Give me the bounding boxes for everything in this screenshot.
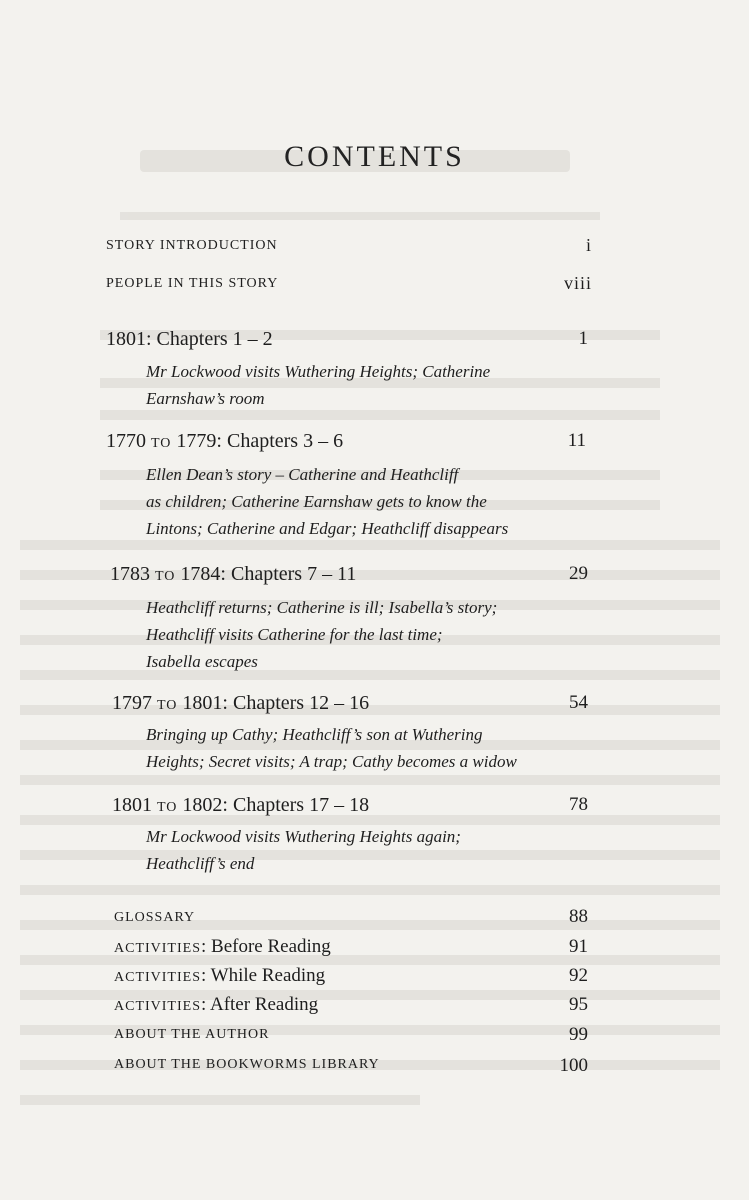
toc-chapter-heading <box>110 563 356 586</box>
toc-page-number: viii <box>563 273 592 293</box>
desc-line: Bringing up Cathy; Heathcliff’s son at Wuthering <box>146 725 483 744</box>
desc-line: Heathcliff visits Catherine for the last time; <box>146 625 443 644</box>
year-separator: TO <box>155 569 176 584</box>
chapter-range: : Chapters 1 – 2 <box>146 328 273 350</box>
toc-page-number: 78 <box>569 794 588 815</box>
toc-page-number: 99 <box>569 1024 588 1045</box>
year-start: 1797 <box>112 692 152 714</box>
year-end: 1801 <box>182 692 223 714</box>
year-end: 1779 <box>176 430 217 452</box>
chapter-range: : Chapters 3 – 6 <box>216 430 344 452</box>
year-start: 1783 <box>110 563 150 585</box>
chapter-range: : Chapters 17 – 18 <box>222 794 370 816</box>
toc-chapter-description <box>146 461 566 542</box>
toc-label: ABOUT THE BOOKWORMS LIBRARY <box>114 1057 380 1072</box>
year-end: 1802 <box>182 794 223 816</box>
toc-label: GLOSSARY <box>114 910 196 925</box>
toc-label-wrap <box>114 994 318 1016</box>
toc-label-suffix: : Before Reading <box>201 936 331 957</box>
toc-page-number: 29 <box>569 563 588 584</box>
toc-page-number: i <box>585 235 592 255</box>
desc-line: Heathcliff returns; Catherine is ill; Isabella’s story; <box>146 598 498 617</box>
desc-line: Mr Lockwood visits Wuthering Heights; Catherine <box>146 362 491 381</box>
toc-chapter-heading <box>112 794 369 817</box>
toc-page-number: 11 <box>567 430 586 451</box>
desc-line: Heathcliff’s end <box>146 854 255 873</box>
toc-page-number: 54 <box>569 692 588 713</box>
toc-label: ACTIVITIES <box>114 941 201 956</box>
toc-chapter-description <box>146 721 576 775</box>
desc-line: Earnshaw’s room <box>146 389 265 408</box>
page-title: CONTENTS <box>284 140 465 173</box>
toc-label-wrap <box>114 965 325 987</box>
toc-label: ABOUT THE AUTHOR <box>114 1027 270 1042</box>
toc-label: ACTIVITIES <box>114 970 201 985</box>
toc-label: ACTIVITIES <box>114 999 201 1014</box>
toc-chapter-description <box>146 823 566 877</box>
year-separator: TO <box>151 436 172 451</box>
year-separator: TO <box>157 800 178 815</box>
toc-label: STORY INTRODUCTION <box>106 238 278 253</box>
desc-line: Mr Lockwood visits Wuthering Heights again; <box>146 827 461 846</box>
desc-line: Ellen Dean’s story – Catherine and Heathcliff <box>146 465 459 484</box>
chapter-range: : Chapters 12 – 16 <box>222 692 370 714</box>
chapter-range: : Chapters 7 – 11 <box>220 563 357 585</box>
toc-page-number: 91 <box>569 936 588 957</box>
year-start: 1801 <box>106 328 146 350</box>
year-end: 1784 <box>180 563 221 585</box>
toc-page-number: 100 <box>559 1055 588 1076</box>
toc-page-number: 88 <box>569 906 588 927</box>
desc-line: Heights; Secret visits; A trap; Cathy becomes a widow <box>146 752 517 771</box>
desc-line: Lintons; Catherine and Edgar; Heathcliff disappears <box>146 519 509 538</box>
year-separator: TO <box>157 698 178 713</box>
year-start: 1801 <box>112 794 152 816</box>
toc-chapter-heading <box>106 328 273 351</box>
toc-page-number: 95 <box>569 994 588 1015</box>
toc-chapter-heading <box>106 430 343 453</box>
toc-chapter-description <box>146 358 566 412</box>
toc-label-wrap <box>114 936 331 958</box>
year-start: 1770 <box>106 430 146 452</box>
desc-line: as children; Catherine Earnshaw gets to know the <box>146 492 487 511</box>
toc-page-number: 1 <box>578 328 588 349</box>
toc-label-suffix: : After Reading <box>201 994 319 1015</box>
toc-chapter-description <box>146 594 566 675</box>
toc-label-suffix: : While Reading <box>201 965 326 986</box>
toc-page-number: 92 <box>569 965 588 986</box>
toc-label: PEOPLE IN THIS STORY <box>106 276 279 291</box>
desc-line: Isabella escapes <box>146 652 258 671</box>
toc-chapter-heading <box>112 692 369 715</box>
